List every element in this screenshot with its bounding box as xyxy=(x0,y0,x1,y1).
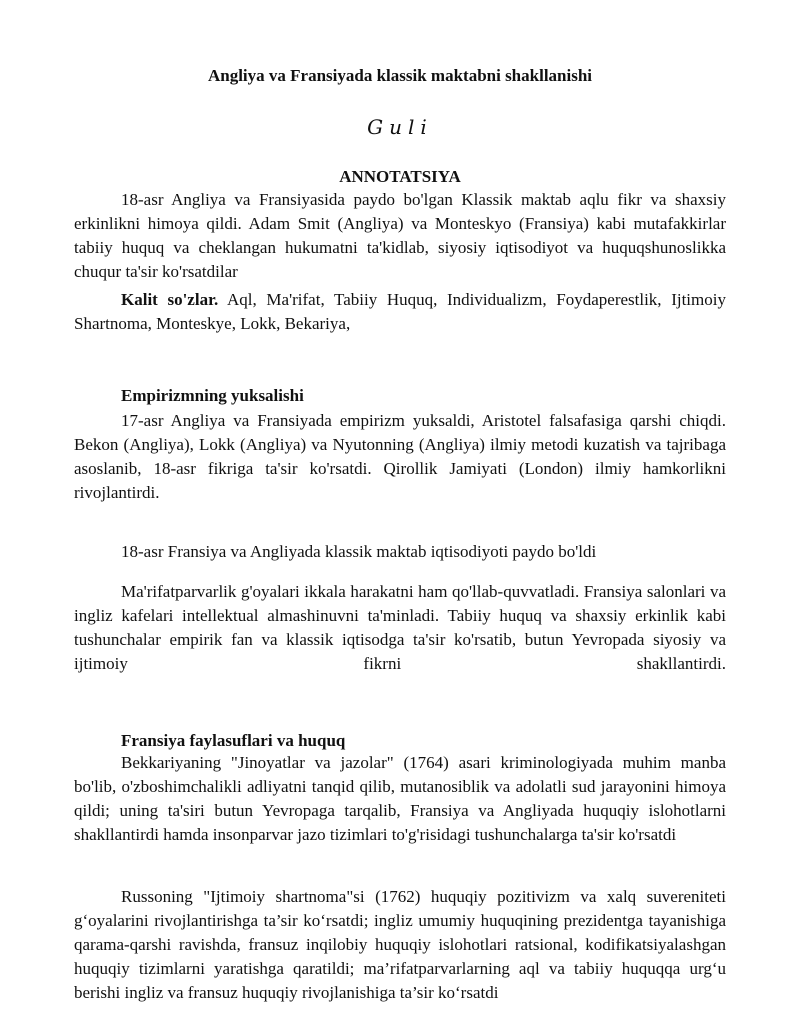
annotation-paragraph: 18-asr Angliya va Fransiyasida paydo bo'lgan Klassik maktab aqlu fikr va shaxsiy erkinlikni himoya qildi. Adam Smit (Angliya) va Monteskyo (Fransiya) kabi mutafakkirlar tabiiy huquq va cheklangan hukumatni ta'kidlab, siyosiy iqtisodiyot va huquqshunoslikka chuqur ta'sir ko'rsatdilar xyxy=(74,190,726,281)
annotation-heading: ANNOTATSIYA xyxy=(339,167,461,186)
author-name: Guli xyxy=(367,115,433,139)
beccaria-paragraph: Bekkariyaning "Jinoyatlar va jazolar" (1764) asari kriminologiyada muhim manba bo'lib, o'zboshimchalikli adliyatni tanqid qilib, mutanosiblik va adolatli sud jarayonini himoya qildi; uning ta'siri butun Yevropaga tarqalib, Fransiya va Angliyada huquqiy islohotlarni shakllantirdi hamda insonparvar jazo tizimlari to'g'risidagi tushunchalarga ta'sir ko'rsatdi xyxy=(74,753,726,844)
rousseau-paragraph: Russoning "Ijtimoiy shartnoma"si (1762) huquqiy pozitivizm va xalq suvereniteti g‘oyalarini rivojlantirishga ta’sir ko‘rsatdi; ingliz umumiy huquqining prezidentga tayanishiga qarama-qarshi ravishda, fransuz inqilobiy huquqiy islohotlari ratsional, kodifikatsiyalashgan huquqiy tizimlarni yaratishga qaratildi; ma’rifatparvarlarning aql va tabiiy huquqqa urg‘u berishi ingliz va fransuz huquqiy rivojlanishiga ta’sir ko‘rsatdi xyxy=(74,887,726,1002)
section-heading-empiricism: Empirizmning yuksalishi xyxy=(121,386,304,405)
empiricism-paragraph: 17-asr Angliya va Fransiyada empirizm yuksaldi, Aristotel falsafasiga qarshi chiqdi. Bekon (Angliya), Lokk (Angliya) va Nyutonning (Angliya) ilmiy metodi kuzatish va tajribaga asoslanib, 18-asr fikriga ta'sir ko'rsatdi. Qirollik Jamiyati (London) ilmiy hamkorlikni rivojlantirdi. xyxy=(74,411,726,502)
keywords-paragraph xyxy=(74,288,726,336)
classical-school-paragraph: 18-asr Fransiya va Angliyada klassik maktab iqtisodiyoti paydo bo'ldi xyxy=(121,542,597,561)
document-title: Angliya va Fransiyada klassik maktabni shakllanishi xyxy=(207,66,593,85)
section-heading-french-philosophers: Fransiya faylasuflari va huquq xyxy=(121,731,346,750)
keywords-text: Aql, Ma'rifat, Tabiiy Huquq, Individualizm, Foydaperestlik, Ijtimoiy Shartnoma, Monteskye, Lokk, Bekariya, xyxy=(74,290,726,333)
enlightenment-paragraph: Ma'rifatparvarlik g'oyalari ikkala harakatni ham qo'llab-quvvatladi. Fransiya salonlari va ingliz kafelari intellektual almashinuvni ta'minladi. Tabiiy huquq va shaxsiy erkinlik kabi tushunchalar empirik fan va klassik iqtisodga ta'sir ko'rsatib, butun Yevropada siyosiy va ijtimoiy fikrni shakllantirdi. xyxy=(74,582,726,673)
keywords-label: Kalit so'zlar. xyxy=(121,290,219,309)
